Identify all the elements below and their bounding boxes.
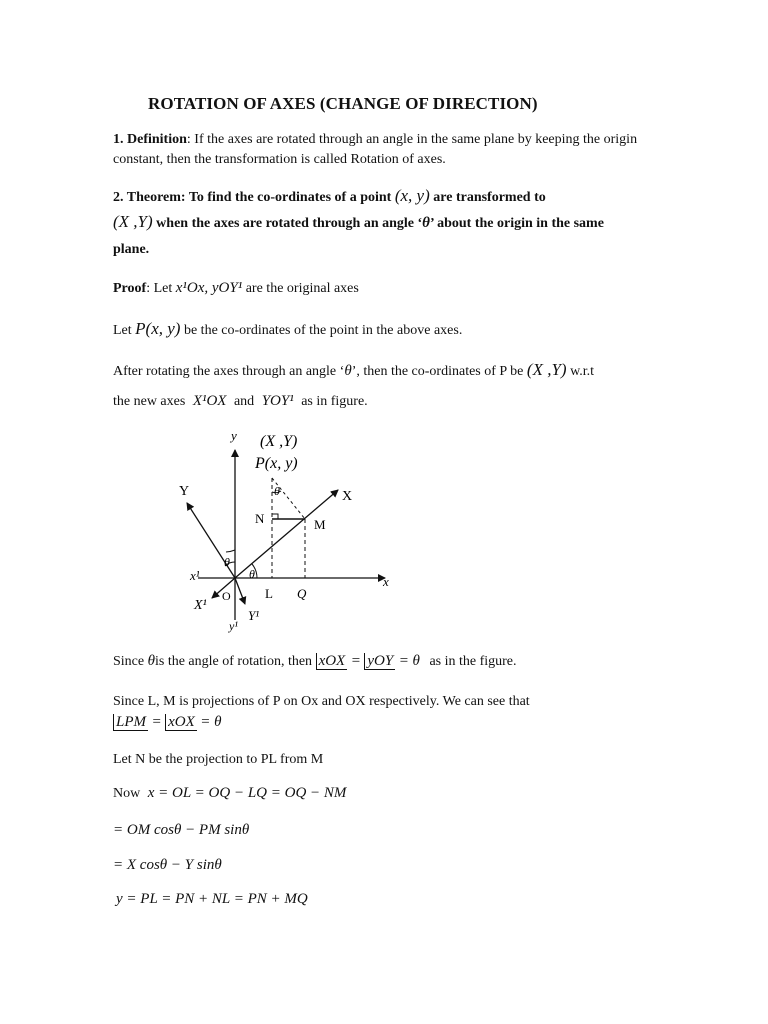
since2-c: = θ bbox=[200, 714, 222, 730]
after-theta: θ bbox=[344, 363, 352, 379]
angle-xOX-2: xOX bbox=[165, 714, 197, 731]
label-Y: Y bbox=[179, 484, 190, 499]
theorem-text-b: are transformed to bbox=[433, 190, 546, 205]
let-point: P(x, y) bbox=[135, 319, 181, 338]
new-axes-and: and bbox=[233, 394, 255, 409]
after-text-b: ’, then the co-ordinates of P be bbox=[351, 364, 524, 379]
let-rest: be the co-ordinates of the point in the above axes. bbox=[183, 323, 463, 338]
after-point-XY: (X ,Y) bbox=[526, 360, 567, 379]
theorem-point-XY: (X ,Y) bbox=[113, 212, 153, 231]
equation-2: = OM cosθ − PM sinθ bbox=[113, 822, 250, 838]
label-X1: X¹ bbox=[194, 598, 207, 613]
label-y: y bbox=[231, 428, 237, 443]
proof-axes: x¹Ox, yOY¹ bbox=[175, 280, 243, 296]
arc-Y bbox=[226, 550, 235, 552]
label-theta-1: θ bbox=[224, 555, 230, 569]
equation-1-math: x = OL = OQ − LQ = OQ − NM bbox=[147, 785, 347, 801]
proof-text-b: are the original axes bbox=[245, 281, 359, 296]
X-axis bbox=[235, 490, 338, 578]
after-text-c: w.r.t bbox=[570, 364, 595, 379]
since1-c: = θ bbox=[398, 653, 420, 669]
angle-LPM: LPM bbox=[113, 714, 148, 731]
since1-d: as in the figure. bbox=[429, 654, 517, 669]
after-text-a: After rotating the axes through an angle ‘ bbox=[113, 364, 345, 379]
theorem-text-a: 2. Theorem: To find the co-ordinates of a point bbox=[113, 190, 392, 205]
lpm-equation bbox=[113, 714, 222, 731]
definition-label: 1. Definition bbox=[113, 132, 187, 147]
since2-eq: = bbox=[151, 714, 162, 730]
angle-yOY: yOY bbox=[364, 653, 395, 670]
Y1-axis bbox=[235, 578, 245, 604]
since-angle-line bbox=[113, 653, 517, 670]
label-Q: Q bbox=[297, 586, 307, 601]
new-axes-2: YOY¹ bbox=[261, 393, 294, 409]
equation-3: = X cosθ − Y sinθ bbox=[113, 857, 222, 873]
new-axes-1: X¹OX bbox=[192, 393, 227, 409]
theorem-point-xy: (x, y) bbox=[394, 186, 430, 205]
proof-text-a: : Let bbox=[146, 281, 173, 296]
let-n-line: Let N be the projection to PL from M bbox=[113, 752, 324, 767]
let-text: Let bbox=[113, 323, 132, 338]
since1-eq: = bbox=[350, 653, 361, 669]
label-P: P(x, y) bbox=[255, 455, 298, 472]
label-L: L bbox=[265, 586, 273, 601]
since1-b: is the angle of rotation, then bbox=[154, 654, 313, 669]
since1-a: Since bbox=[113, 654, 145, 669]
label-y1: y¹ bbox=[229, 619, 238, 633]
equation-4: y = PL = PN + NL = PN + MQ bbox=[116, 891, 308, 907]
label-theta-2: θ bbox=[249, 567, 255, 581]
label-theta-3: θ bbox=[274, 484, 280, 498]
theorem-theta: θ bbox=[422, 215, 430, 231]
label-O: O bbox=[222, 589, 231, 603]
label-x: x bbox=[383, 574, 389, 589]
equation-1 bbox=[113, 785, 346, 802]
definition-text: : If the axes are rotated through an angle in the same plane by keeping the origin constant, then the transformation is called Rotation of axes. bbox=[113, 132, 638, 167]
angle-xOX: xOX bbox=[316, 653, 348, 670]
since-projection-line: Since L, M is projections of P on Ox and OX respectively. We can see that bbox=[113, 694, 530, 709]
since1-theta: θ bbox=[147, 653, 155, 669]
new-axes-text-a: the new axes bbox=[113, 394, 186, 409]
now-text: Now bbox=[113, 786, 141, 801]
new-axes-text-b: as in figure. bbox=[301, 394, 368, 409]
proof-label: Proof bbox=[113, 281, 147, 296]
page-title: ROTATION OF AXES (CHANGE OF DIRECTION) bbox=[148, 94, 538, 113]
label-M: M bbox=[314, 517, 326, 532]
label-X: X bbox=[342, 489, 353, 504]
label-x1: x¹ bbox=[190, 568, 200, 583]
label-XY: (X ,Y) bbox=[260, 433, 298, 450]
label-N: N bbox=[255, 511, 265, 526]
label-Y1: Y¹ bbox=[248, 608, 260, 623]
theorem-line-3: plane. bbox=[113, 242, 150, 257]
theorem-text-c: when the axes are rotated through an angle ‘ bbox=[156, 216, 423, 231]
theorem-text-d: ’ about the origin in the same bbox=[429, 216, 604, 231]
